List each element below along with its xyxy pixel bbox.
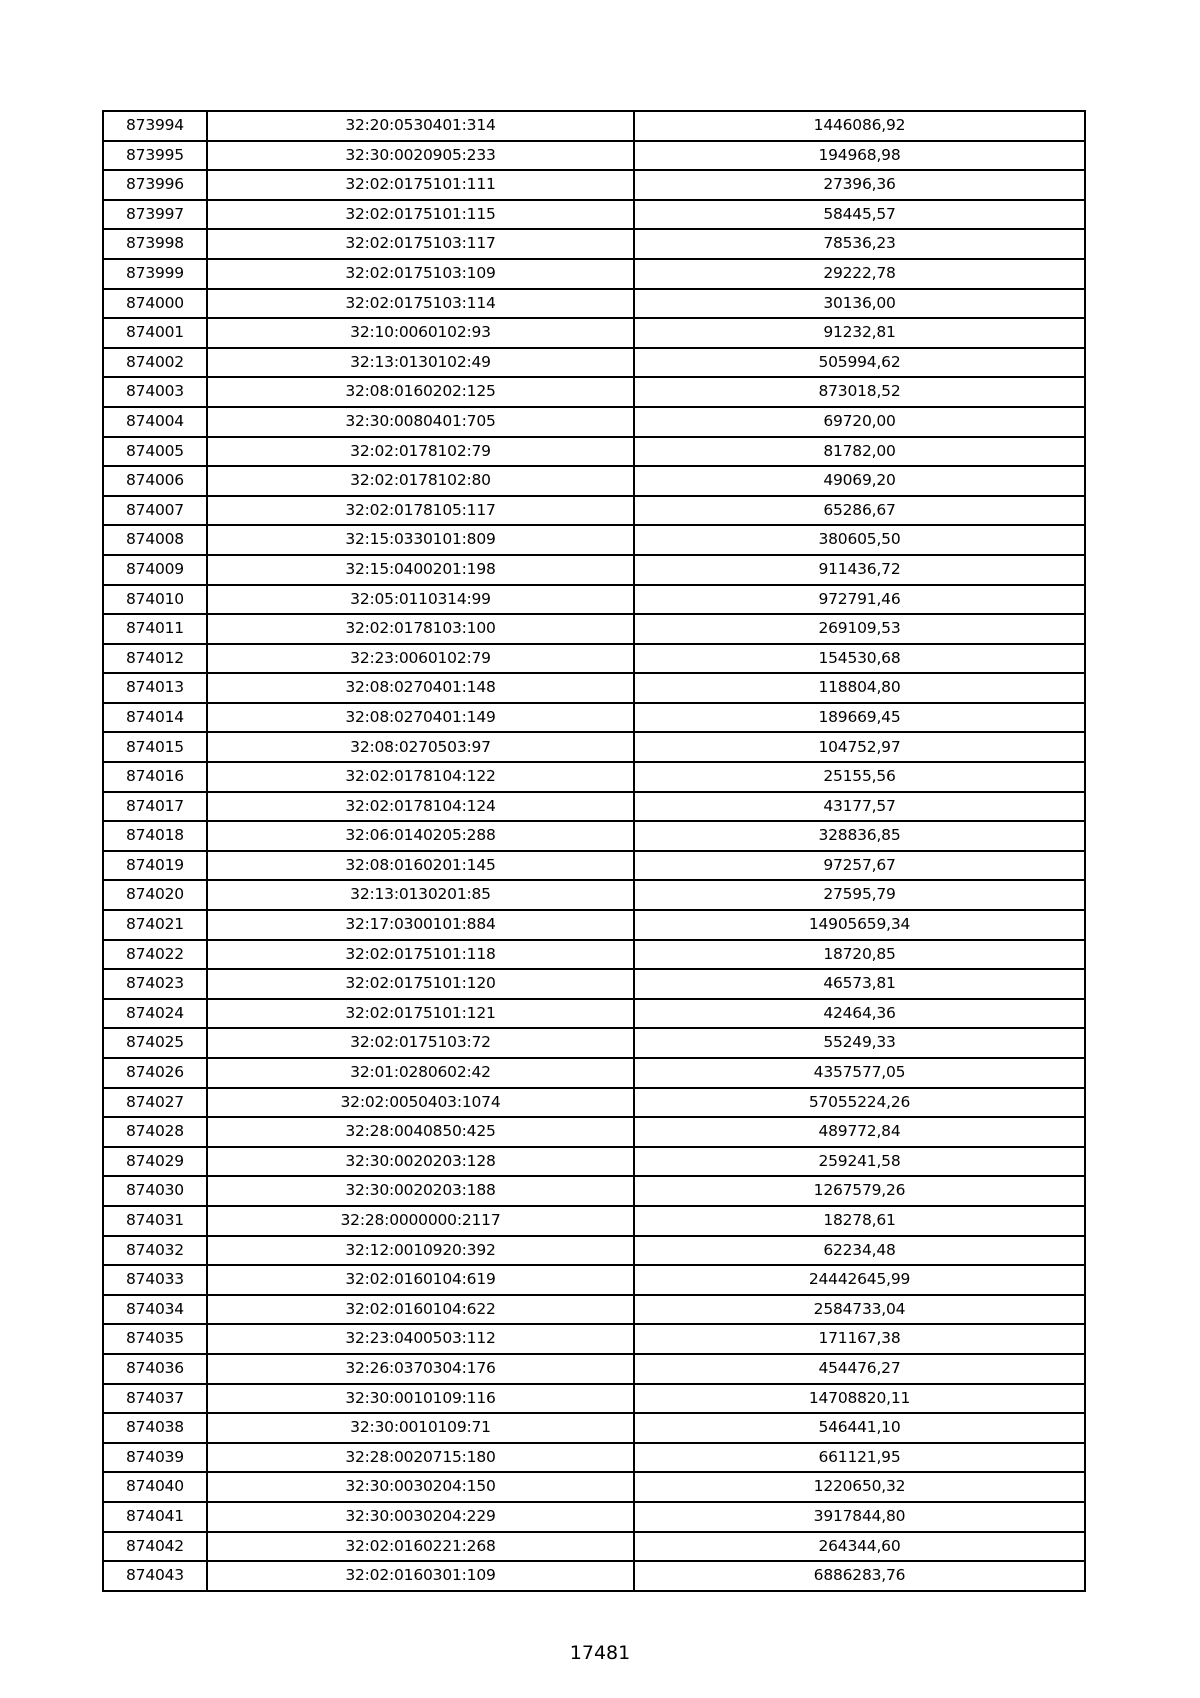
cadastral-value-cell: 154530,68 bbox=[634, 644, 1085, 674]
row-number-cell: 874024 bbox=[103, 999, 207, 1029]
cadastral-number-cell: 32:02:0175101:111 bbox=[207, 170, 634, 200]
table-row bbox=[103, 1384, 1085, 1414]
table-row bbox=[103, 170, 1085, 200]
row-number-cell: 874009 bbox=[103, 555, 207, 585]
row-number-cell: 874018 bbox=[103, 821, 207, 851]
row-number-cell: 874030 bbox=[103, 1176, 207, 1206]
table-row bbox=[103, 703, 1085, 733]
table-row bbox=[103, 1058, 1085, 1088]
cadastral-number-cell: 32:15:0400201:198 bbox=[207, 555, 634, 585]
cadastral-number-cell: 32:02:0175103:114 bbox=[207, 289, 634, 319]
table-row bbox=[103, 1443, 1085, 1473]
cadastral-number-cell: 32:08:0270401:149 bbox=[207, 703, 634, 733]
cadastral-value-cell: 6886283,76 bbox=[634, 1561, 1085, 1591]
table-row bbox=[103, 1088, 1085, 1118]
row-number-cell: 873994 bbox=[103, 111, 207, 141]
cadastral-number-cell: 32:17:0300101:884 bbox=[207, 910, 634, 940]
row-number-cell: 874042 bbox=[103, 1532, 207, 1562]
row-number-cell: 874026 bbox=[103, 1058, 207, 1088]
cadastral-value-cell: 380605,50 bbox=[634, 525, 1085, 555]
cadastral-value-cell: 328836,85 bbox=[634, 821, 1085, 851]
cadastral-value-cell: 269109,53 bbox=[634, 614, 1085, 644]
table-body bbox=[103, 111, 1085, 1591]
table-row bbox=[103, 525, 1085, 555]
cadastral-value-cell: 25155,56 bbox=[634, 762, 1085, 792]
cadastral-number-cell: 32:02:0160301:109 bbox=[207, 1561, 634, 1591]
row-number-cell: 874023 bbox=[103, 969, 207, 999]
cadastral-value-cell: 873018,52 bbox=[634, 377, 1085, 407]
cadastral-value-cell: 2584733,04 bbox=[634, 1295, 1085, 1325]
cadastral-value-cell: 30136,00 bbox=[634, 289, 1085, 319]
cadastral-number-cell: 32:20:0530401:314 bbox=[207, 111, 634, 141]
cadastral-number-cell: 32:06:0140205:288 bbox=[207, 821, 634, 851]
cadastral-number-cell: 32:13:0130102:49 bbox=[207, 348, 634, 378]
cadastral-value-cell: 14905659,34 bbox=[634, 910, 1085, 940]
row-number-cell: 874025 bbox=[103, 1028, 207, 1058]
row-number-cell: 874033 bbox=[103, 1265, 207, 1295]
cadastral-value-cell: 661121,95 bbox=[634, 1443, 1085, 1473]
cadastral-value-cell: 118804,80 bbox=[634, 673, 1085, 703]
cadastral-number-cell: 32:02:0160221:268 bbox=[207, 1532, 634, 1562]
cadastral-value-cell: 58445,57 bbox=[634, 200, 1085, 230]
row-number-cell: 874035 bbox=[103, 1324, 207, 1354]
cadastral-number-cell: 32:01:0280602:42 bbox=[207, 1058, 634, 1088]
table-row bbox=[103, 821, 1085, 851]
cadastral-value-cell: 1267579,26 bbox=[634, 1176, 1085, 1206]
table-row bbox=[103, 732, 1085, 762]
cadastral-number-cell: 32:02:0175103:109 bbox=[207, 259, 634, 289]
cadastral-value-cell: 18720,85 bbox=[634, 940, 1085, 970]
cadastral-value-cell: 49069,20 bbox=[634, 466, 1085, 496]
row-number-cell: 874002 bbox=[103, 348, 207, 378]
cadastral-number-cell: 32:30:0020905:233 bbox=[207, 141, 634, 171]
cadastral-value-cell: 104752,97 bbox=[634, 732, 1085, 762]
row-number-cell: 874003 bbox=[103, 377, 207, 407]
row-number-cell: 874029 bbox=[103, 1147, 207, 1177]
cadastral-value-cell: 4357577,05 bbox=[634, 1058, 1085, 1088]
cadastral-value-cell: 454476,27 bbox=[634, 1354, 1085, 1384]
table-row bbox=[103, 1354, 1085, 1384]
table-row bbox=[103, 496, 1085, 526]
table-row bbox=[103, 1472, 1085, 1502]
table-row bbox=[103, 1324, 1085, 1354]
cadastral-number-cell: 32:02:0178103:100 bbox=[207, 614, 634, 644]
cadastral-value-cell: 505994,62 bbox=[634, 348, 1085, 378]
cadastral-value-cell: 81782,00 bbox=[634, 437, 1085, 467]
table-row bbox=[103, 289, 1085, 319]
table-row bbox=[103, 141, 1085, 171]
cadastral-value-cell: 189669,45 bbox=[634, 703, 1085, 733]
row-number-cell: 874039 bbox=[103, 1443, 207, 1473]
cadastral-value-cell: 65286,67 bbox=[634, 496, 1085, 526]
row-number-cell: 873999 bbox=[103, 259, 207, 289]
cadastral-number-cell: 32:02:0175103:117 bbox=[207, 229, 634, 259]
row-number-cell: 874027 bbox=[103, 1088, 207, 1118]
table-row bbox=[103, 585, 1085, 615]
cadastral-value-cell: 55249,33 bbox=[634, 1028, 1085, 1058]
cadastral-number-cell: 32:02:0175101:120 bbox=[207, 969, 634, 999]
table-row bbox=[103, 259, 1085, 289]
cadastral-number-cell: 32:02:0178104:122 bbox=[207, 762, 634, 792]
cadastral-number-cell: 32:23:0400503:112 bbox=[207, 1324, 634, 1354]
cadastral-number-cell: 32:02:0178105:117 bbox=[207, 496, 634, 526]
cadastral-number-cell: 32:02:0175103:72 bbox=[207, 1028, 634, 1058]
table-row bbox=[103, 377, 1085, 407]
table-row bbox=[103, 851, 1085, 881]
row-number-cell: 874007 bbox=[103, 496, 207, 526]
row-number-cell: 874021 bbox=[103, 910, 207, 940]
cadastral-number-cell: 32:23:0060102:79 bbox=[207, 644, 634, 674]
table-row bbox=[103, 1117, 1085, 1147]
cadastral-number-cell: 32:05:0110314:99 bbox=[207, 585, 634, 615]
cadastral-value-cell: 194968,98 bbox=[634, 141, 1085, 171]
row-number-cell: 874032 bbox=[103, 1236, 207, 1266]
table-row bbox=[103, 1028, 1085, 1058]
cadastral-value-cell: 911436,72 bbox=[634, 555, 1085, 585]
cadastral-value-cell: 1446086,92 bbox=[634, 111, 1085, 141]
cadastral-value-cell: 259241,58 bbox=[634, 1147, 1085, 1177]
cadastral-value-cell: 264344,60 bbox=[634, 1532, 1085, 1562]
cadastral-value-cell: 62234,48 bbox=[634, 1236, 1085, 1266]
cadastral-number-cell: 32:30:0030204:150 bbox=[207, 1472, 634, 1502]
table-row bbox=[103, 1502, 1085, 1532]
row-number-cell: 874005 bbox=[103, 437, 207, 467]
row-number-cell: 874011 bbox=[103, 614, 207, 644]
cadastral-number-cell: 32:30:0030204:229 bbox=[207, 1502, 634, 1532]
table-row bbox=[103, 910, 1085, 940]
table-row bbox=[103, 555, 1085, 585]
cadastral-value-cell: 546441,10 bbox=[634, 1413, 1085, 1443]
cadastral-value-cell: 489772,84 bbox=[634, 1117, 1085, 1147]
cadastral-number-cell: 32:10:0060102:93 bbox=[207, 318, 634, 348]
cadastral-number-cell: 32:02:0178102:80 bbox=[207, 466, 634, 496]
table-row bbox=[103, 348, 1085, 378]
cadastral-number-cell: 32:08:0160202:125 bbox=[207, 377, 634, 407]
cadastral-number-cell: 32:02:0175101:118 bbox=[207, 940, 634, 970]
page-number: 17481 bbox=[569, 1642, 631, 1664]
cadastral-value-table bbox=[102, 110, 1086, 1592]
table-row bbox=[103, 1236, 1085, 1266]
row-number-cell: 874022 bbox=[103, 940, 207, 970]
cadastral-number-cell: 32:08:0270401:148 bbox=[207, 673, 634, 703]
cadastral-value-cell: 29222,78 bbox=[634, 259, 1085, 289]
table-row bbox=[103, 762, 1085, 792]
row-number-cell: 874012 bbox=[103, 644, 207, 674]
table-row bbox=[103, 614, 1085, 644]
row-number-cell: 874001 bbox=[103, 318, 207, 348]
row-number-cell: 874040 bbox=[103, 1472, 207, 1502]
cadastral-value-cell: 1220650,32 bbox=[634, 1472, 1085, 1502]
row-number-cell: 874034 bbox=[103, 1295, 207, 1325]
cadastral-value-cell: 27396,36 bbox=[634, 170, 1085, 200]
row-number-cell: 873996 bbox=[103, 170, 207, 200]
cadastral-number-cell: 32:30:0080401:705 bbox=[207, 407, 634, 437]
table-row bbox=[103, 673, 1085, 703]
cadastral-number-cell: 32:26:0370304:176 bbox=[207, 1354, 634, 1384]
cadastral-value-cell: 18278,61 bbox=[634, 1206, 1085, 1236]
cadastral-value-cell: 3917844,80 bbox=[634, 1502, 1085, 1532]
table-row bbox=[103, 318, 1085, 348]
cadastral-value-cell: 46573,81 bbox=[634, 969, 1085, 999]
cadastral-number-cell: 32:13:0130201:85 bbox=[207, 880, 634, 910]
table-row bbox=[103, 200, 1085, 230]
cadastral-number-cell: 32:28:0020715:180 bbox=[207, 1443, 634, 1473]
row-number-cell: 874036 bbox=[103, 1354, 207, 1384]
row-number-cell: 874031 bbox=[103, 1206, 207, 1236]
table-row bbox=[103, 940, 1085, 970]
cadastral-number-cell: 32:30:0010109:71 bbox=[207, 1413, 634, 1443]
row-number-cell: 873998 bbox=[103, 229, 207, 259]
cadastral-number-cell: 32:30:0020203:128 bbox=[207, 1147, 634, 1177]
row-number-cell: 874043 bbox=[103, 1561, 207, 1591]
cadastral-number-cell: 32:08:0270503:97 bbox=[207, 732, 634, 762]
cadastral-value-cell: 91232,81 bbox=[634, 318, 1085, 348]
row-number-cell: 873997 bbox=[103, 200, 207, 230]
row-number-cell: 874019 bbox=[103, 851, 207, 881]
cadastral-value-cell: 57055224,26 bbox=[634, 1088, 1085, 1118]
cadastral-number-cell: 32:28:0000000:2117 bbox=[207, 1206, 634, 1236]
cadastral-number-cell: 32:02:0160104:622 bbox=[207, 1295, 634, 1325]
row-number-cell: 873995 bbox=[103, 141, 207, 171]
table-row bbox=[103, 1206, 1085, 1236]
row-number-cell: 874010 bbox=[103, 585, 207, 615]
table-row bbox=[103, 1295, 1085, 1325]
cadastral-number-cell: 32:02:0175101:115 bbox=[207, 200, 634, 230]
row-number-cell: 874013 bbox=[103, 673, 207, 703]
table-row bbox=[103, 111, 1085, 141]
cadastral-value-cell: 42464,36 bbox=[634, 999, 1085, 1029]
cadastral-number-cell: 32:30:0020203:188 bbox=[207, 1176, 634, 1206]
table-row bbox=[103, 1561, 1085, 1591]
table-row bbox=[103, 644, 1085, 674]
cadastral-value-cell: 24442645,99 bbox=[634, 1265, 1085, 1295]
table-row bbox=[103, 999, 1085, 1029]
table-row bbox=[103, 229, 1085, 259]
table-row bbox=[103, 1413, 1085, 1443]
row-number-cell: 874008 bbox=[103, 525, 207, 555]
cadastral-number-cell: 32:12:0010920:392 bbox=[207, 1236, 634, 1266]
cadastral-number-cell: 32:02:0050403:1074 bbox=[207, 1088, 634, 1118]
cadastral-number-cell: 32:28:0040850:425 bbox=[207, 1117, 634, 1147]
table-row bbox=[103, 1532, 1085, 1562]
cadastral-value-cell: 27595,79 bbox=[634, 880, 1085, 910]
cadastral-value-cell: 78536,23 bbox=[634, 229, 1085, 259]
table-row bbox=[103, 792, 1085, 822]
row-number-cell: 874016 bbox=[103, 762, 207, 792]
row-number-cell: 874004 bbox=[103, 407, 207, 437]
cadastral-number-cell: 32:02:0160104:619 bbox=[207, 1265, 634, 1295]
row-number-cell: 874041 bbox=[103, 1502, 207, 1532]
row-number-cell: 874037 bbox=[103, 1384, 207, 1414]
table-row bbox=[103, 969, 1085, 999]
row-number-cell: 874014 bbox=[103, 703, 207, 733]
cadastral-value-cell: 14708820,11 bbox=[634, 1384, 1085, 1414]
table-row bbox=[103, 1176, 1085, 1206]
row-number-cell: 874017 bbox=[103, 792, 207, 822]
table-row bbox=[103, 466, 1085, 496]
cadastral-number-cell: 32:02:0178104:124 bbox=[207, 792, 634, 822]
cadastral-value-cell: 43177,57 bbox=[634, 792, 1085, 822]
cadastral-number-cell: 32:15:0330101:809 bbox=[207, 525, 634, 555]
table-row bbox=[103, 407, 1085, 437]
table-row bbox=[103, 880, 1085, 910]
table-row bbox=[103, 437, 1085, 467]
cadastral-value-cell: 972791,46 bbox=[634, 585, 1085, 615]
row-number-cell: 874006 bbox=[103, 466, 207, 496]
row-number-cell: 874028 bbox=[103, 1117, 207, 1147]
row-number-cell: 874038 bbox=[103, 1413, 207, 1443]
row-number-cell: 874000 bbox=[103, 289, 207, 319]
cadastral-number-cell: 32:02:0178102:79 bbox=[207, 437, 634, 467]
cadastral-number-cell: 32:30:0010109:116 bbox=[207, 1384, 634, 1414]
cadastral-number-cell: 32:02:0175101:121 bbox=[207, 999, 634, 1029]
cadastral-number-cell: 32:08:0160201:145 bbox=[207, 851, 634, 881]
row-number-cell: 874020 bbox=[103, 880, 207, 910]
row-number-cell: 874015 bbox=[103, 732, 207, 762]
table-row bbox=[103, 1147, 1085, 1177]
cadastral-value-cell: 171167,38 bbox=[634, 1324, 1085, 1354]
cadastral-value-cell: 97257,67 bbox=[634, 851, 1085, 881]
table-row bbox=[103, 1265, 1085, 1295]
cadastral-value-cell: 69720,00 bbox=[634, 407, 1085, 437]
